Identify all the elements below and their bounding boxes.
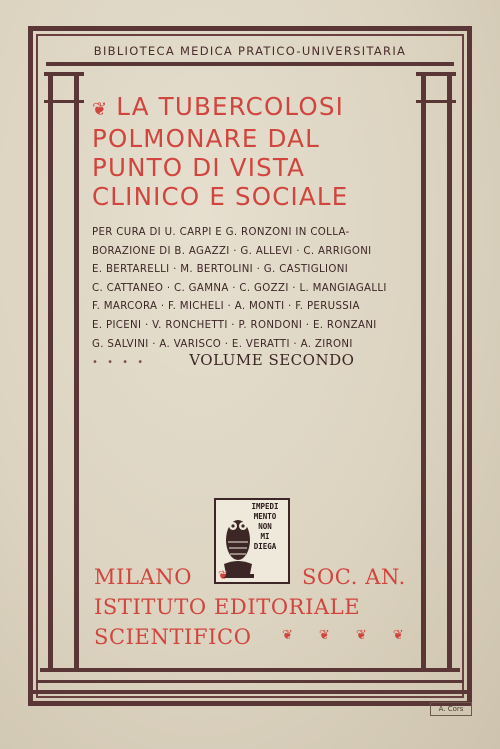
emblem-motto: IMPEDI MENTO NON MI DIEGA: [251, 502, 279, 551]
credits-block: [92, 224, 412, 354]
credits-line: E. BERTARELLI · M. BERTOLINI · G. CASTIGLIONI: [92, 264, 349, 276]
title-line: ❦ LA TUBERCOLOSI: [92, 92, 345, 121]
base-line: [36, 680, 464, 683]
base-line: [40, 668, 460, 672]
volume-label: VOLUME SECONDO: [189, 351, 355, 369]
imprint-publisher-2: SCIENTIFICO: [94, 625, 252, 649]
column-capital-right: [416, 72, 456, 76]
dot-ornament: • • • •: [92, 357, 147, 368]
series-title: BIBLIOTECA MEDICA PRATICO-UNIVERSITARIA: [93, 44, 407, 58]
book-title: [92, 92, 422, 211]
credits-line: F. MARCORA · F. MICHELI · A. MONTI · F. PERUSSIA: [92, 301, 360, 313]
credits-line: PER CURA DI U. CARPI E G. RONZONI IN COLLA-: [92, 227, 350, 238]
leaf-ornament-icon: ❦: [92, 99, 109, 120]
leaf-ornament-icon: ❦: [282, 628, 319, 643]
title-line: CLINICO E SOCIALE: [92, 182, 349, 211]
title-line: POLMONARE DAL: [92, 124, 320, 153]
base-line: [32, 690, 468, 694]
credits-line: E. PICENI · V. RONCHETTI · P. RONDONI · E. RONZANI: [92, 319, 377, 331]
imprint-soc: SOC. AN.: [302, 565, 406, 589]
left-column-line: [48, 72, 53, 672]
column-capital-right-lower: [416, 100, 456, 103]
column-capital-left-lower: [44, 100, 84, 103]
title-line: PUNTO DI VISTA: [92, 153, 306, 182]
imprint-city: MILANO: [94, 565, 193, 589]
credits-line: G. SALVINI · A. VARISCO · E. VERATTI · A. ZIRONI: [92, 338, 353, 350]
credits-line: C. CATTANEO · C. GAMNA · C. GOZZI · L. MANGIAGALLI: [92, 282, 387, 294]
leaf-ornament-icon: ❦: [355, 628, 393, 643]
leaf-ornament-icon: ❦: [392, 628, 430, 643]
leaf-ornament-icon: ❦: [318, 628, 356, 643]
left-column-line: [74, 72, 79, 672]
leaf-ornament-row: [282, 628, 430, 643]
corner-sticker-label: A. Cors: [430, 702, 472, 716]
leaf-ornament-icon: ❦: [218, 568, 229, 582]
imprint-publisher: ISTITUTO EDITORIALE: [94, 595, 361, 619]
column-capital-left: [44, 72, 84, 76]
volume-line: [92, 350, 412, 369]
right-column-line: [447, 72, 452, 672]
credits-line: BORAZIONE DI B. AGAZZI · G. ALLEVI · C. ARRIGONI: [92, 245, 372, 257]
imprint-row: [94, 562, 424, 592]
